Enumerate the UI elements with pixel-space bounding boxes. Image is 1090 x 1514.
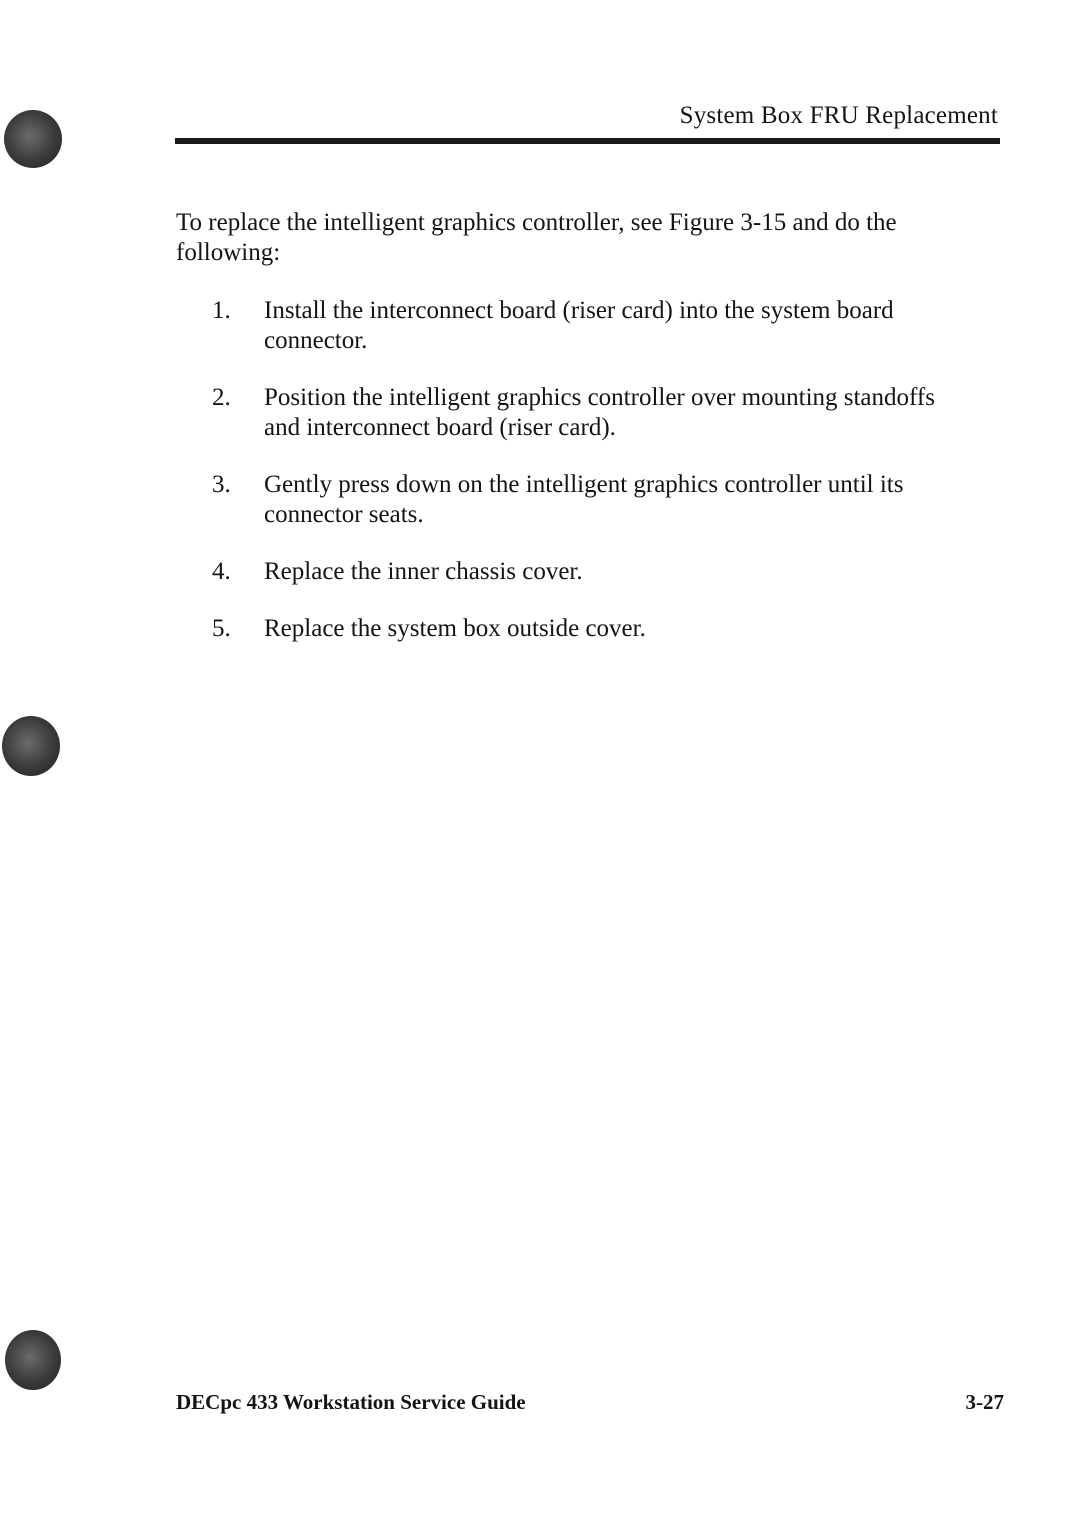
page-number: 3-27 [965, 1390, 1004, 1414]
step-number: 2. [212, 384, 231, 411]
step-item [176, 383, 936, 443]
binder-hole-top [4, 110, 62, 168]
step-number: 1. [212, 297, 231, 324]
footer-guide-title: DECpc 433 Workstation Service Guide [176, 1390, 526, 1414]
step-text: Position the intelligent graphics controller over mounting standoffs and interconnect board (riser card). [264, 384, 935, 441]
step-number: 4. [212, 558, 231, 585]
step-number: 5. [212, 615, 231, 642]
step-text: Install the interconnect board (riser card) into the system board connector. [264, 297, 894, 354]
step-item [176, 614, 936, 644]
step-item [176, 557, 936, 587]
intro-paragraph: To replace the intelligent graphics controller, see Figure 3-15 and do the following: [176, 209, 897, 266]
procedure-steps [176, 296, 936, 671]
binder-hole-bottom [5, 1330, 61, 1390]
step-number: 3. [212, 471, 231, 498]
step-text: Gently press down on the intelligent graphics controller until its connector seats. [264, 471, 904, 528]
binder-hole-middle [2, 716, 60, 776]
running-head: System Box FRU Replacement [679, 102, 998, 129]
step-item [176, 296, 936, 356]
header-rule [175, 138, 1000, 144]
step-text: Replace the system box outside cover. [264, 615, 646, 642]
step-item [176, 470, 936, 530]
step-text: Replace the inner chassis cover. [264, 558, 583, 585]
